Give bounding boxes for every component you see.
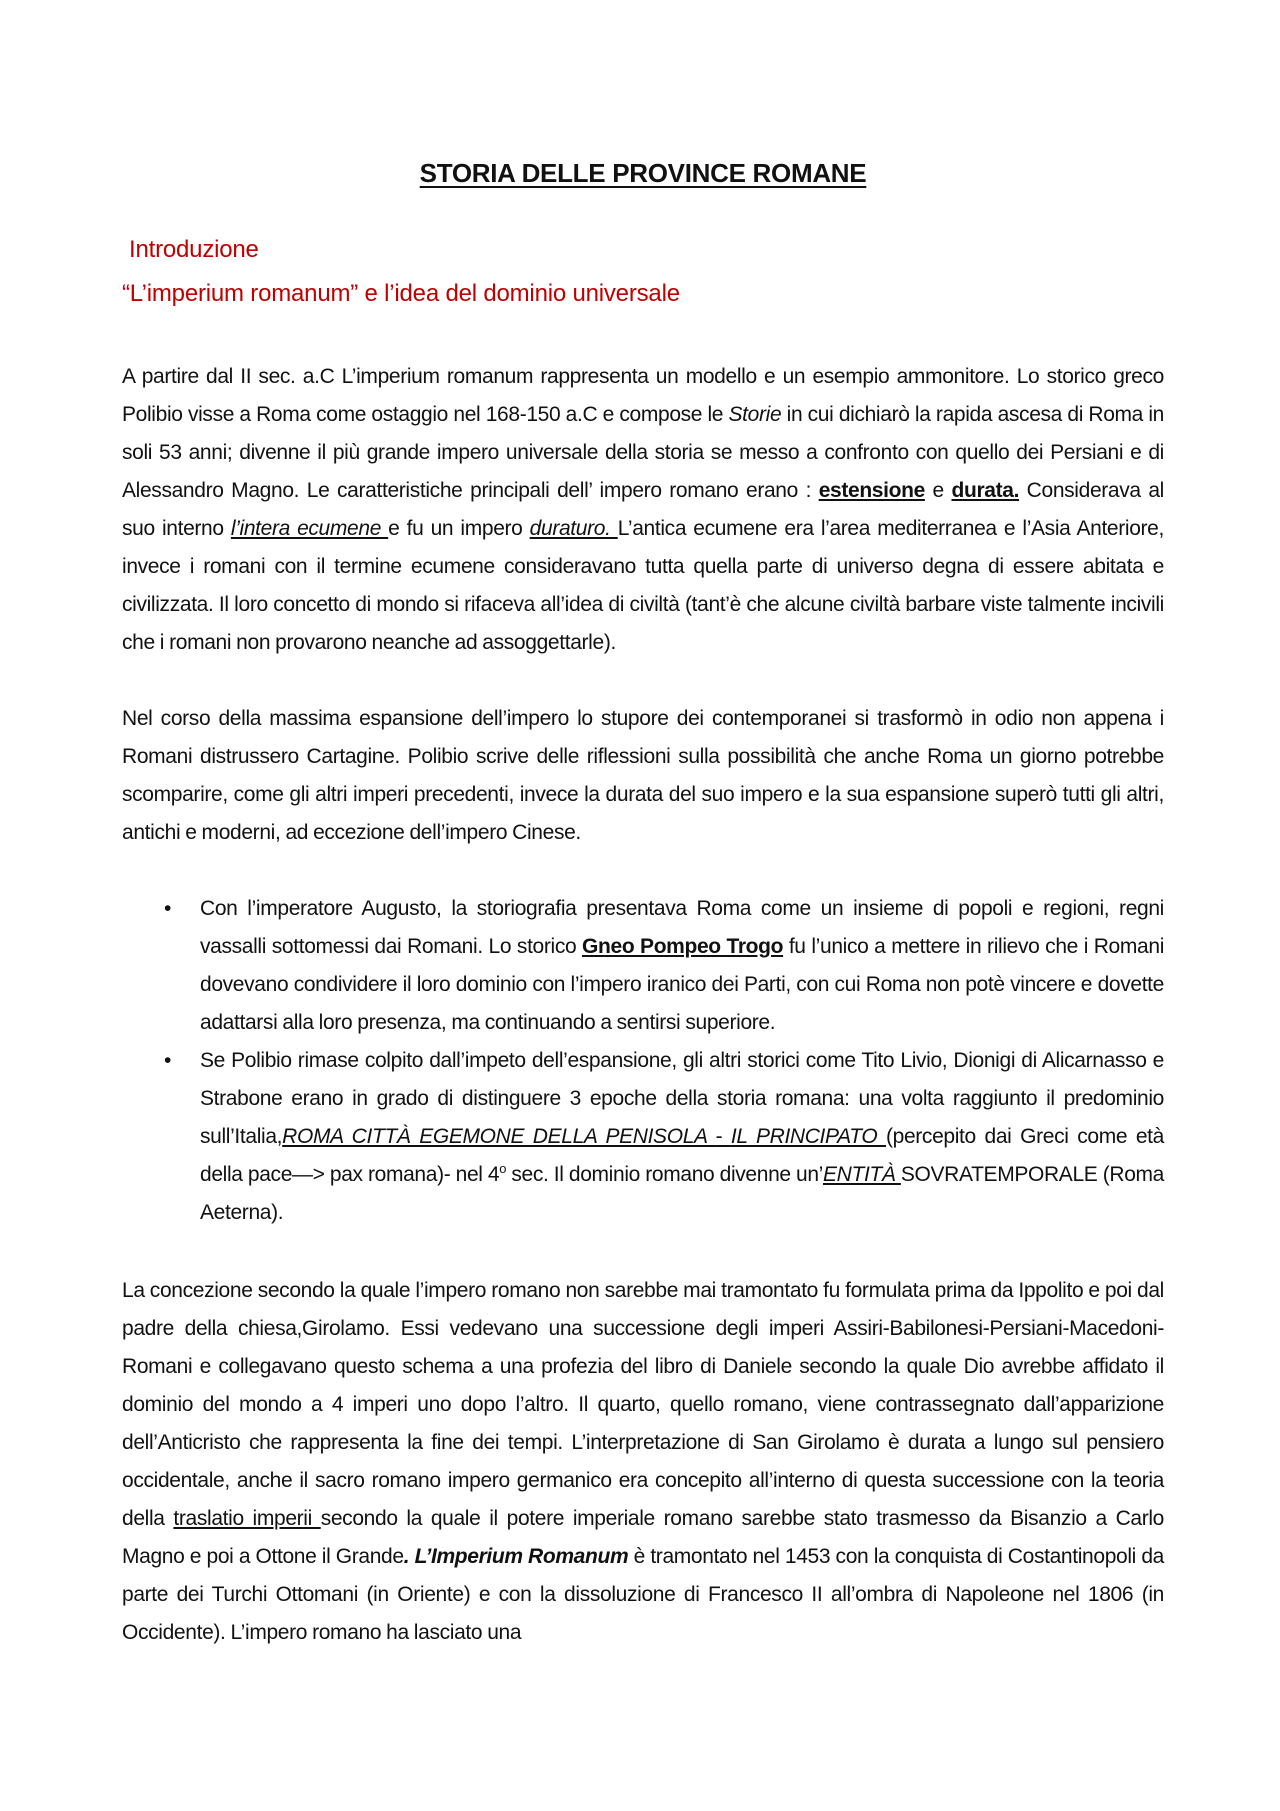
degree-superscript: o (499, 1161, 507, 1176)
text-run: Considerava al suo interno (122, 479, 1164, 540)
italic-storie: Storie (728, 403, 782, 426)
bold-estensione: estensione (818, 479, 925, 502)
italic-duraturo: duraturo. (529, 517, 618, 540)
list-item (122, 890, 1164, 1042)
bullet-icon: • (164, 1049, 172, 1072)
bold-italic-imperium-romanum: . L’Imperium Romanum (403, 1545, 629, 1568)
paragraph-expansion: Nel corso della massima espansione dell’impero lo stupore dei contemporanei si trasformò in odio non appena i Romani distrussero Cartagine. Polibio scrive delle riflessioni sulla possibilità che anche Roma un giorno potrebbe scomparire, come gli altri imperi precedenti, invece la durata del suo impero e la sua espansione superò tutti gli altri, antichi e moderni, ad eccezione dell’impero Cinese. (122, 707, 1164, 844)
text-run: fu l’unico a mettere in rilievo che i Romani dovevano condividere il loro dominio con l’impero iranico dei Parti, con cui Roma non potè vincere e dovette adattarsi alla loro presenza, ma continuando a sentirsi superiore. (200, 935, 1165, 1034)
text-run: (percepito dai Greci come età della pace—> pax romana)- nel 4 (200, 1125, 1164, 1186)
underlined-traslatio-imperii: traslatio imperii (173, 1507, 321, 1530)
italic-intera-ecumene: l’intera ecumene (230, 517, 389, 540)
bullet-list (122, 890, 1164, 1232)
underlined-dash: - (715, 1125, 731, 1148)
text-run: La concezione secondo la quale l’impero romano non sarebbe mai tramontato fu formulata prima da Ippolito e poi dal padre della chiesa,Girolamo. Essi vedevano una successione degli imperi Assiri-Babilonesi-Persiani-Macedoni-Romani e collegavano questo schema a una profezia del libro di Daniele secondo la quale Dio avrebbe affidato il dominio del mondo a 4 imperi uno dopo l’altro. Il quarto, quello romano, viene contrassegnato dall’apparizione dell’Anticristo che rappresenta la fine dei tempi. L’interpretazione di San Girolamo è durata a lungo sul pensiero occidentale, anche il sacro romano impero germanico era concepito all’interno di questa successione con la teoria della (122, 1279, 1164, 1530)
bold-durata: durata. (951, 479, 1020, 502)
list-item (122, 1042, 1164, 1232)
text-run: SOVRATEMPORALE (Roma Aeterna). (200, 1163, 1164, 1224)
text-run: in cui dichiarò la rapida ascesa di Roma in soli 53 anni; divenne il più grande impero universale della storia se messo a confronto con quello dei Persiani e di Alessandro Magno. Le caratteristiche principali dell’ impero romano erano : (122, 403, 1165, 502)
text-run: A partire dal II sec. a.C L’imperium romanum rappresenta un modello e un esempio ammonitore. Lo storico greco Polibio visse a Roma come ostaggio nel 168-150 a.C e compose le (122, 365, 1164, 426)
text-run: è tramontato nel 1453 con la conquista di Costantinopoli da parte dei Turchi Ottomani (in Oriente) e con la dissoluzione di Francesco II all’ombra di Napoleone nel 1806 (in Occidente). L’impero romano ha lasciato una (122, 1545, 1164, 1644)
text-run: sec. Il dominio romano divenne un’ (506, 1163, 823, 1186)
text-run: Se Polibio rimase colpito dall’impeto dell’espansione, gli altri storici come Tito Livio, Dionigi di Alicarnasso e Strabone erano in grado di distinguere 3 epoche della storia romana: una volta raggiunto il predominio sull’Italia, (200, 1049, 1164, 1148)
bold-gneo-pompeo-trogo: Gneo Pompeo Trogo (582, 935, 784, 958)
section-subtitle: “L’imperium romanum” e l’idea del dominio universale (122, 280, 680, 307)
italic-entita: ENTITÀ (823, 1163, 901, 1186)
paragraph-intro (122, 358, 1164, 662)
text-run: L’antica ecumene era l’area mediterranea e l’Asia Anteriore, invece i romani con il termine ecumene consideravano tutta quella parte di universo degna di essere abitata e civilizzata. Il loro concetto di mondo si rifaceva all’idea di civiltà (tant’è che alcune civiltà barbare viste talmente incivili che i romani non provarono neanche ad assoggettarle). (122, 517, 1164, 654)
text-run: e fu un impero (388, 517, 530, 540)
text-run: secondo la quale il potere imperiale romano sarebbe stato trasmesso da Bisanzio a Carlo Magno e poi a Ottone il Grande (122, 1507, 1165, 1568)
paragraph-conception (122, 1272, 1164, 1652)
italic-epoch-principato: IL PRINCIPATO (730, 1125, 886, 1148)
italic-epoch-roma-egemone: ROMA CITTÀ EGEMONE DELLA PENISOLA (282, 1125, 716, 1148)
text-run: e (924, 479, 952, 502)
bullet-icon: • (164, 897, 172, 920)
page-title: STORIA DELLE PROVINCE ROMANE (419, 158, 867, 188)
text-run: Con l’imperatore Augusto, la storiografia presentava Roma come un insieme di popoli e regioni, regni vassalli sottomessi dai Romani. Lo storico (200, 897, 1164, 958)
section-label: Introduzione (129, 236, 259, 263)
